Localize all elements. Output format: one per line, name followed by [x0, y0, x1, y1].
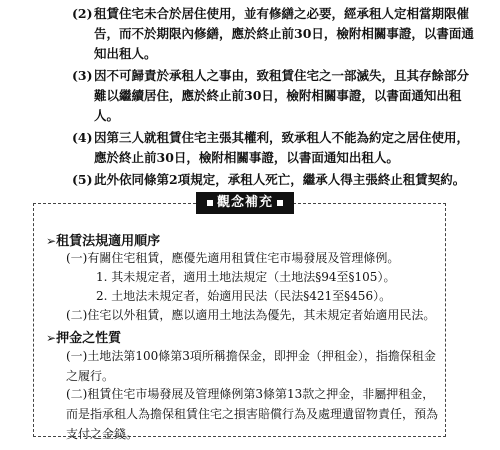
item-number: (4) [72, 130, 93, 145]
entry-paragraph: (一)土地法第100條第3項所稱擔保金，即押金（押租金），指擔保租金之履行。 [66, 349, 436, 383]
list-item [72, 66, 478, 126]
numbered-list [72, 4, 478, 192]
section-heading [46, 230, 160, 249]
entry-line: (二)住宅以外租賃，應以適用土地法為優先，其未規定者始適用民法。 [66, 308, 436, 322]
arrow-icon: ➢ [46, 234, 57, 248]
concept-box-title [196, 192, 294, 214]
list-item [72, 4, 478, 64]
section-heading [46, 327, 121, 346]
concept-box-title-text: 觀念補充 [216, 195, 273, 210]
item-text: 因不可歸責於承租人之事由，致租賃住宅之一部滅失，且其存餘部分難以繼續居住，應於終止前30日，檢附相關事證，以書面通知出租人。 [94, 68, 470, 123]
title-right-bar [277, 200, 283, 206]
item-number: (2) [72, 6, 93, 21]
section-heading-text: 租賃法規適用順序 [56, 234, 161, 249]
item-number: (5) [72, 172, 93, 187]
entry-line: 2. 土地法未規定者，始適用民法（民法§421至§456）。 [96, 289, 392, 303]
item-text: 此外依同條第2項規定，承租人死亡，繼承人得主張終止租賃契約。 [94, 172, 466, 187]
item-text: 租賃住宅未合於居住使用，並有修繕之必要，經承租人定相當期限催告，而不於期限內修繕，應於終止前30日，檢附相關事證，以書面通知出租人。 [94, 6, 474, 61]
entry-paragraph: (二)租賃住宅市場發展及管理條例第3條第13款之押金，非屬押租金，而是指承租人為擔保租賃住宅之損害賠償行為及處理遺留物責任，預為支付之金錢。 [66, 387, 439, 441]
item-number: (3) [72, 68, 93, 83]
list-item [72, 170, 478, 190]
item-text: 因第三人就租賃住宅主張其權利，致承租人不能為約定之居住使用，應於終止前30日，檢附相關事證，以書面通知出租人。 [94, 130, 470, 165]
title-left-bar [207, 200, 213, 206]
list-item [72, 128, 478, 168]
entry-line: (一)有關住宅租賃，應優先適用租賃住宅市場發展及管理條例。 [66, 251, 400, 265]
arrow-icon: ➢ [46, 331, 57, 345]
entry-line: 1. 其未規定者，適用土地法規定（土地法§94至§105）。 [96, 270, 396, 284]
section-heading-text: 押金之性質 [56, 331, 122, 346]
